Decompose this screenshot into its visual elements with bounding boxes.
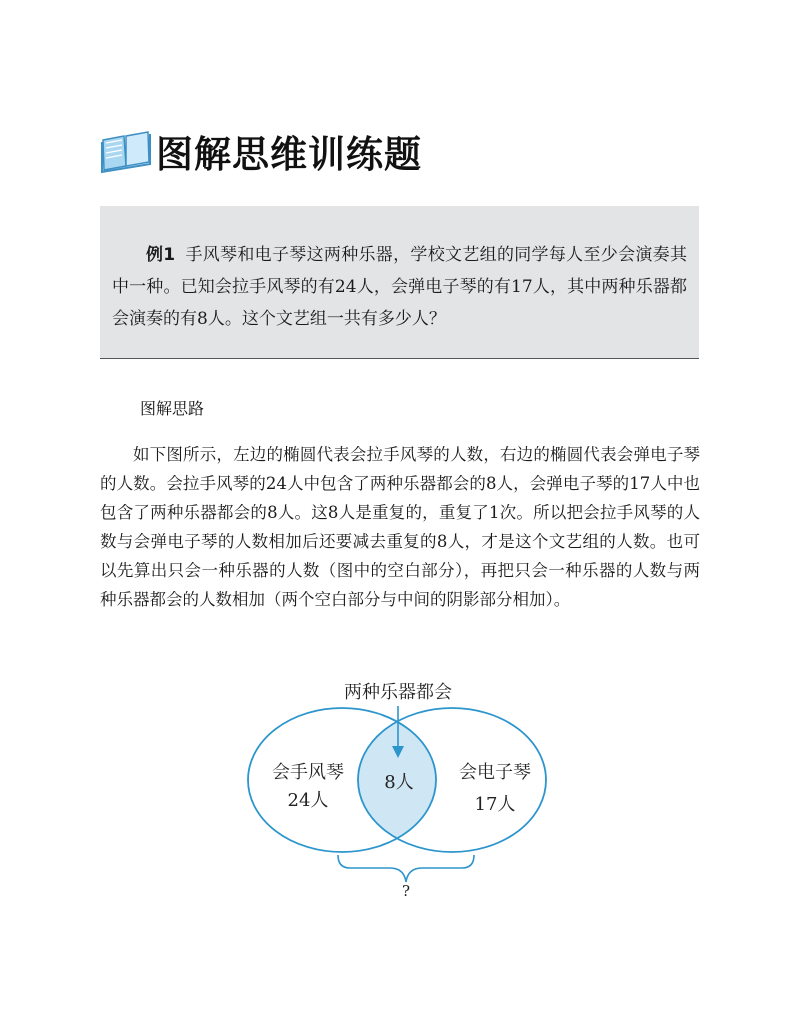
question-mark: ? bbox=[401, 882, 411, 900]
solution-text: 如下图所示，左边的椭圆代表会拉手风琴的人数，右边的椭圆代表会弹电子琴的人数。会拉手风琴的24人中包含了两种乐器都会的8人，会弹电子琴的17人中也包含了两种乐器都会的8人。这8人是重复的，重复了1次。所以把会拉手风琴的人数与会弹电子琴的人数相加后还要减去重复的8人，才是这个文艺组的人数。也可以先算出只会一种乐器的人数（图中的空白部分），再把只会一种乐器的人数与两种乐器都会的人数相加（两个空白部分与中间的阴影部分相加）。 bbox=[100, 445, 700, 609]
page-title: 图解思维训练题 bbox=[156, 133, 422, 176]
left-count: 24人 bbox=[287, 790, 329, 811]
right-label: 会电子琴 bbox=[459, 762, 531, 783]
example-text: 手风琴和电子琴这两种乐器，学校文艺组的同学每人至少会演奏其中一种。已知会拉手风琴的有24人，会弹电子琴的有17人，其中两种乐器都会演奏的有8人。这个文艺组一共有多少人？ bbox=[112, 245, 687, 329]
example-box bbox=[100, 206, 699, 359]
left-label: 会手风琴 bbox=[272, 762, 344, 783]
example-problem bbox=[112, 239, 687, 335]
diagram-top-label: 两种乐器都会 bbox=[344, 682, 452, 703]
center-count: 8人 bbox=[384, 772, 414, 793]
open-book-icon bbox=[100, 128, 152, 174]
right-count: 17人 bbox=[474, 794, 516, 815]
title-row bbox=[100, 124, 422, 178]
example-label: 例1 bbox=[146, 245, 176, 265]
venn-diagram bbox=[240, 672, 560, 902]
section-heading: 图解思路 bbox=[140, 399, 205, 418]
brace-icon bbox=[338, 855, 474, 882]
